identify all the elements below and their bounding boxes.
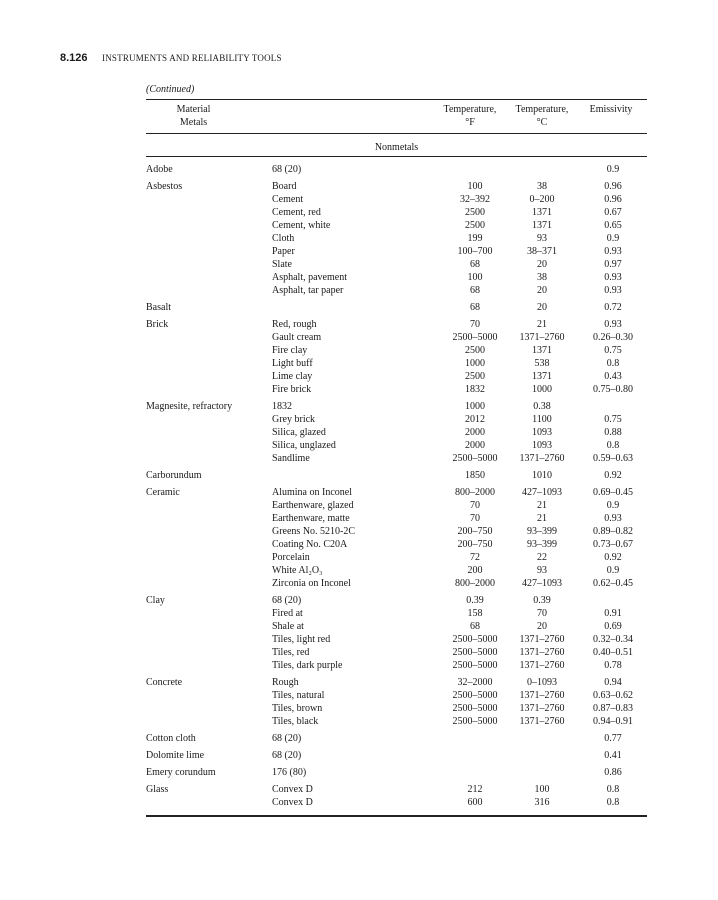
material-name: Basalt [146,302,171,313]
subtype-cell: Earthenware, matte [272,513,350,524]
table-row [0,383,718,396]
table-row [0,469,718,482]
temp-f-cell: 70 [470,500,480,511]
subtype-cell: Fired at [272,608,303,619]
emissivity-cell: 0.96 [604,181,622,192]
temp-c-cell: 1371 [532,207,552,218]
emissivity-cell: 0.8 [606,358,620,369]
table-row [0,163,718,176]
subtype-cell: White Al₂O₃ [272,565,323,576]
emissivity-cell: 0.94–0.91 [593,716,633,727]
table-row [0,689,718,702]
table-row [0,357,718,370]
table-row [0,413,718,426]
table-row [0,646,718,659]
material-group [0,676,718,728]
emissivity-cell: 0.94 [604,677,622,688]
emissivity-cell: 0.93 [604,513,622,524]
table-top-rule [146,99,647,100]
table-row [0,551,718,564]
temp-c-cell: 1000 [532,384,552,395]
subtype-cell: Silica, glazed [272,427,326,438]
table-row [0,271,718,284]
temp-f-cell: 2000 [465,440,485,451]
subtype-cell: Alumina on Inconel [272,487,352,498]
temp-c-cell: 0–200 [529,194,555,205]
emissivity-cell: 0.77 [604,733,622,744]
subtype-cell: Tiles, natural [272,690,325,701]
table-row [0,659,718,672]
emissivity-cell: 0.69–0.45 [593,487,633,498]
running-header [60,52,282,64]
material-name: Asbestos [146,181,183,192]
subtype-cell: Tiles, dark purple [272,660,343,671]
continued-label: (Continued) [146,84,195,95]
header-emissivity [580,103,642,116]
temp-c-cell: 38–371 [527,246,557,257]
subtype-cell: Cloth [272,233,295,244]
temp-f-cell: 2500–5000 [452,453,498,464]
temp-c-cell: 0–1093 [527,677,557,688]
subtype-cell: Grey brick [272,414,316,425]
temp-c-cell: 93 [537,565,547,576]
temp-c-cell: 1371–2760 [519,690,565,701]
table-row [0,318,718,331]
table-bottom-rule [146,815,647,817]
temp-c-cell: 427–1093 [522,578,562,589]
subtype-cell: 176 (80) [272,767,307,778]
table-row [0,783,718,796]
temp-f-cell: 100–700 [457,246,493,257]
temp-c-cell: 22 [537,552,547,563]
emissivity-cell: 0.75 [604,414,622,425]
material-group [0,301,718,314]
subtype-cell: Fire clay [272,345,308,356]
temp-f-cell: 100 [467,272,483,283]
temp-f-cell: 600 [467,797,483,808]
temp-c-cell: 38 [537,272,547,283]
table-row [0,301,718,314]
table-row [0,400,718,413]
temp-f-cell: 199 [467,233,483,244]
table-row [0,594,718,607]
subtype-cell: Convex D [272,784,313,795]
table-row [0,796,718,809]
temp-c-cell: 1093 [532,440,552,451]
table-row [0,564,718,577]
emissivity-cell: 0.62–0.45 [593,578,633,589]
temp-c-cell: 1371–2760 [519,634,565,645]
table-row [0,766,718,779]
emissivity-cell: 0.72 [604,302,622,313]
emissivity-cell: 0.93 [604,246,622,257]
emissivity-cell: 0.63–0.62 [593,690,633,701]
table-row [0,426,718,439]
temp-f-cell: 72 [470,552,480,563]
emissivity-cell: 0.91 [604,608,622,619]
table-row [0,715,718,728]
emissivity-cell: 0.92 [604,470,622,481]
subtype-cell: Gault cream [272,332,322,343]
subtype-cell: Slate [272,259,292,270]
header-material-label: Material [176,104,211,115]
header-bottom-rule [146,133,647,134]
emissivity-cell: 0.75 [604,345,622,356]
temp-f-cell: 68 [470,285,480,296]
running-title: INSTRUMENTS AND RELIABILITY TOOLS [102,53,282,63]
table-row [0,512,718,525]
emissivity-cell: 0.9 [606,233,620,244]
table-row [0,180,718,193]
subtype-cell: Shale at [272,621,304,632]
subtype-cell: Asphalt, tar paper [272,285,344,296]
temp-f-cell: 68 [470,621,480,632]
temp-c-cell: 1371–2760 [519,716,565,727]
temp-c-cell: 93 [537,233,547,244]
emissivity-cell: 0.73–0.67 [593,539,633,550]
material-name: Cotton cloth [146,733,196,744]
emissivity-cell: 0.9 [606,500,620,511]
subtype-cell: Board [272,181,297,192]
subtype-cell: Lime clay [272,371,313,382]
temp-c-cell: 1371–2760 [519,332,565,343]
table-row [0,577,718,590]
temp-c-cell: 100 [534,784,550,795]
temp-f-cell: 200–750 [457,526,493,537]
subtype-cell: Earthenware, glazed [272,500,354,511]
table-row [0,676,718,689]
header-metals-label: Metals [179,117,208,128]
emissivity-cell: 0.40–0.51 [593,647,633,658]
emissivity-cell: 0.41 [604,750,622,761]
material-name: Carborundum [146,470,202,481]
subtype-cell: Cement, red [272,207,321,218]
temp-c-cell: 0.39 [533,595,551,606]
temp-f-cell: 68 [470,302,480,313]
header-temp-c [506,103,578,129]
table-row [0,538,718,551]
subtype-cell: Silica, unglazed [272,440,336,451]
subtype-cell: 68 (20) [272,750,302,761]
temp-f-cell: 2500–5000 [452,690,498,701]
temp-f-cell: 2012 [465,414,485,425]
material-group [0,783,718,809]
emissivity-cell: 0.32–0.34 [593,634,633,645]
material-name: Brick [146,319,169,330]
temp-c-cell: 538 [534,358,550,369]
subtype-cell: Fire brick [272,384,312,395]
subtype-cell: Tiles, brown [272,703,323,714]
subtype-cell: 68 (20) [272,733,302,744]
table-row [0,499,718,512]
header-emissivity-label: Emissivity [589,104,633,115]
temp-f-cell: 70 [470,319,480,330]
temp-f-cell: 1832 [465,384,485,395]
table-row [0,486,718,499]
material-name: Ceramic [146,487,180,498]
temp-c-cell: 427–1093 [522,487,562,498]
table-row [0,732,718,745]
material-group [0,732,718,745]
table-row [0,344,718,357]
temp-c-cell: 1371–2760 [519,647,565,658]
emissivity-cell: 0.43 [604,371,622,382]
temp-c-cell: 20 [537,302,547,313]
subtype-cell: Sandlime [272,453,310,464]
emissivity-cell: 0.88 [604,427,622,438]
temp-f-cell: 2500–5000 [452,660,498,671]
emissivity-cell: 0.93 [604,319,622,330]
material-group [0,469,718,482]
temp-c-cell: 21 [537,500,547,511]
material-group [0,180,718,297]
emissivity-cell: 0.97 [604,259,622,270]
temp-c-cell: 20 [537,259,547,270]
emissivity-cell: 0.26–0.30 [593,332,633,343]
table-row [0,452,718,465]
table-row [0,193,718,206]
temp-c-cell: 0.38 [533,401,551,412]
emissivity-cell: 0.93 [604,285,622,296]
temp-c-cell: 21 [537,513,547,524]
emissivity-cell: 0.96 [604,194,622,205]
subtype-cell: Asphalt, pavement [272,272,347,283]
emissivity-cell: 0.67 [604,207,622,218]
temp-c-cell: 1371 [532,371,552,382]
emissivity-cell: 0.89–0.82 [593,526,633,537]
temp-f-cell: 0.39 [466,595,484,606]
temp-f-cell: 2500 [465,207,485,218]
temp-f-cell: 200 [467,565,483,576]
temp-c-cell: 316 [534,797,550,808]
subtype-cell: Coating No. C20A [272,539,348,550]
material-name: Concrete [146,677,183,688]
temp-c-cell: 1371–2760 [519,453,565,464]
subtype-cell: 68 (20) [272,164,302,175]
table-row [0,702,718,715]
emissivity-cell: 0.78 [604,660,622,671]
subtype-cell: 1832 [272,401,292,412]
temp-c-cell: 21 [537,319,547,330]
temp-c-cell: 1371 [532,345,552,356]
temp-f-cell: 1000 [465,358,485,369]
temp-f-cell: 2500–5000 [452,647,498,658]
header-material [146,103,241,129]
material-name: Clay [146,595,165,606]
temp-f-cell: 2500 [465,345,485,356]
material-group [0,486,718,590]
table-row [0,633,718,646]
subtype-cell: Tiles, black [272,716,319,727]
temp-f-cell: 32–392 [460,194,490,205]
temp-c-cell: 1371–2760 [519,703,565,714]
material-group [0,318,718,396]
subtype-cell: 68 (20) [272,595,302,606]
material-group [0,163,718,176]
temp-c-cell: 93–399 [527,526,557,537]
emissivity-cell: 0.9 [606,565,620,576]
emissivity-cell: 0.8 [606,797,620,808]
temp-f-cell: 2000 [465,427,485,438]
emissivity-cell: 0.8 [606,784,620,795]
temp-c-cell: 20 [537,621,547,632]
temp-f-cell: 100 [467,181,483,192]
temp-c-cell: 1100 [532,414,552,425]
table-row [0,245,718,258]
subtype-cell: Rough [272,677,299,688]
material-name: Glass [146,784,169,795]
page-number: 8.126 [60,52,88,64]
material-name: Adobe [146,164,173,175]
table-row [0,607,718,620]
temp-f-cell: 2500–5000 [452,716,498,727]
temp-f-cell: 158 [467,608,483,619]
temp-c-cell: 93–399 [527,539,557,550]
subtype-cell: Tiles, red [272,647,310,658]
temp-f-cell: 68 [470,259,480,270]
emissivity-cell: 0.69 [604,621,622,632]
subtype-cell: Cement [272,194,304,205]
header-temp-c-label: Temperature, [515,104,569,115]
material-group [0,400,718,465]
table-row [0,232,718,245]
temp-f-cell: 2500 [465,220,485,231]
temp-f-cell: 800–2000 [455,578,495,589]
temp-f-cell: 32–2000 [457,677,493,688]
emissivity-cell: 0.59–0.63 [593,453,633,464]
material-name: Dolomite lime [146,750,205,761]
temp-c-cell: 1371–2760 [519,660,565,671]
temp-c-cell: 1010 [532,470,552,481]
emissivity-cell: 0.93 [604,272,622,283]
temp-c-cell: 1093 [532,427,552,438]
subtype-cell: Light buff [272,358,313,369]
table-row [0,525,718,538]
material-group [0,766,718,779]
subtype-cell: Cement, white [272,220,331,231]
subtype-cell: Greens No. 5210-2C [272,526,356,537]
table-row [0,620,718,633]
subtype-cell: Zirconia on Inconel [272,578,351,589]
subtype-cell: Tiles, light red [272,634,331,645]
temp-f-cell: 1850 [465,470,485,481]
material-name: Emery corundum [146,767,216,778]
section-rule [146,156,647,157]
subtype-cell: Convex D [272,797,313,808]
section-nonmetals: Nonmetals [374,142,419,153]
temp-f-cell: 800–2000 [455,487,495,498]
temp-f-cell: 2500 [465,371,485,382]
emissivity-cell: 0.86 [604,767,622,778]
emissivity-cell: 0.65 [604,220,622,231]
table-row [0,370,718,383]
table-row [0,439,718,452]
table-row [0,219,718,232]
header-temp-f-unit: °F [465,117,475,128]
temp-c-cell: 20 [537,285,547,296]
temp-f-cell: 2500–5000 [452,634,498,645]
header-temp-f-label: Temperature, [443,104,497,115]
material-group [0,749,718,762]
temp-f-cell: 200–750 [457,539,493,550]
temp-c-cell: 70 [537,608,547,619]
material-group [0,594,718,672]
emissivity-cell: 0.75–0.80 [593,384,633,395]
emissivity-cell: 0.9 [606,164,620,175]
table-row [0,258,718,271]
table-row [0,749,718,762]
subtype-cell: Porcelain [272,552,310,563]
temp-f-cell: 2500–5000 [452,703,498,714]
emissivity-cell: 0.87–0.83 [593,703,633,714]
temp-f-cell: 2500–5000 [452,332,498,343]
temp-f-cell: 1000 [465,401,485,412]
table-body [0,163,718,809]
subtype-cell: Red, rough [272,319,317,330]
temp-f-cell: 212 [467,784,483,795]
temp-c-cell: 1371 [532,220,552,231]
emissivity-cell: 0.8 [606,440,620,451]
header-temp-c-unit: °C [536,117,548,128]
subtype-cell: Paper [272,246,295,257]
header-temp-f [435,103,505,129]
emissivity-cell: 0.92 [604,552,622,563]
temp-c-cell: 38 [537,181,547,192]
material-name: Magnesite, refractory [146,401,233,412]
table-row [0,284,718,297]
temp-f-cell: 70 [470,513,480,524]
table-row [0,331,718,344]
table-row [0,206,718,219]
